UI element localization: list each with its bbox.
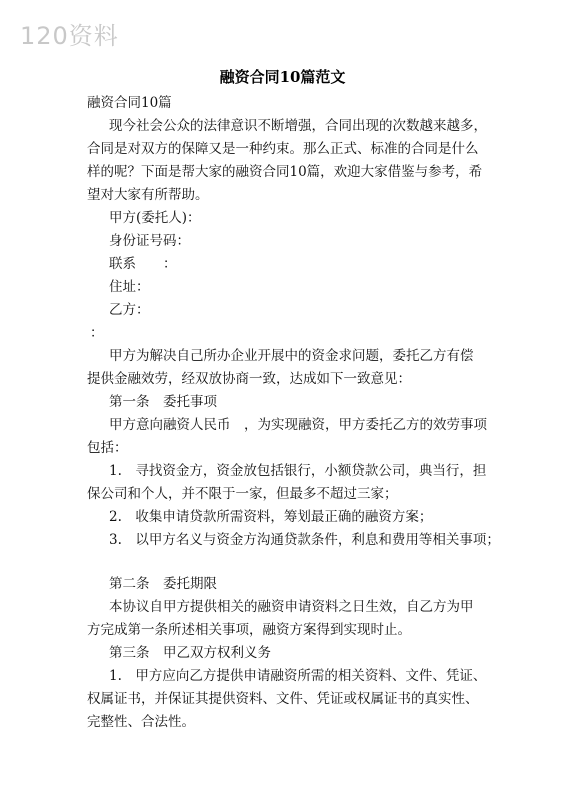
- intro-paragraph-line: 合同是对双方的保障又是一种约束。那么正式、标准的合同是什么: [87, 141, 479, 157]
- article-1-item-1-line: 1. 寻找资金方，资金放包括银行，小额贷款公司，典当行，担: [109, 463, 487, 479]
- party-a-field: 甲方(委托人)：: [109, 210, 201, 226]
- contact-field: 联系 ：: [109, 256, 177, 272]
- document-title: 融资合同10篇范文: [219, 68, 346, 86]
- party-b-field: 乙方：: [109, 302, 150, 318]
- intro-paragraph-line: 样的呢？下面是帮大家的融资合同10篇，欢迎大家借鉴与参考，希: [87, 164, 483, 180]
- watermark-logo: 120资料: [20, 22, 119, 50]
- intro-paragraph-line: 现今社会公众的法律意识不断增强，合同出现的次数越来越多，: [109, 118, 487, 134]
- article-1-item-1-line: 保公司和个人，并不限于一家，但最多不超过三家；: [87, 486, 398, 502]
- article-3-item-1-line: 权属证书，并保证其提供资料、文件、凭证或权属证书的真实性、: [87, 691, 479, 707]
- subtitle-line: 融资合同10篇: [87, 95, 172, 111]
- article-2-heading: 第二条 委托期限: [109, 576, 217, 592]
- address-field: 住址：: [109, 279, 150, 295]
- article-1-text-line: 包括：: [87, 440, 128, 456]
- intro-paragraph-line: 望对大家有所帮助。: [87, 187, 209, 203]
- colon-line: ：: [90, 325, 104, 341]
- article-1-text-line: 甲方意向融资人民币 ，为实现融资，甲方委托乙方的效劳事项: [109, 417, 487, 433]
- article-3-heading: 第三条 甲乙双方权利义务: [109, 645, 271, 661]
- article-1-item-2: 2. 收集申请贷款所需资料，筹划最正确的融资方案；: [109, 509, 433, 525]
- article-3-item-1-line: 完整性、合法性。: [87, 714, 195, 730]
- article-3-item-1-line: 1. 甲方应向乙方提供申请融资所需的相关资料、文件、凭证、: [109, 668, 487, 684]
- purpose-paragraph-line: 提供金融效劳，经双放协商一致，达成如下一致意见：: [87, 371, 411, 387]
- article-1-item-3: 3. 以甲方名义与资金方沟通贷款条件，利息和费用等相关事项；: [109, 532, 500, 548]
- purpose-paragraph-line: 甲方为解决自己所办企业开展中的资金求问题，委托乙方有偿: [109, 348, 474, 364]
- article-2-text-line: 方完成第一条所述相关事项，融资方案得到实现时止。: [87, 622, 411, 638]
- article-2-text-line: 本协议自甲方提供相关的融资申请资料之日生效，自乙方为甲: [109, 599, 474, 615]
- id-number-field: 身份证号码：: [109, 233, 190, 249]
- article-1-heading: 第一条 委托事项: [109, 394, 217, 410]
